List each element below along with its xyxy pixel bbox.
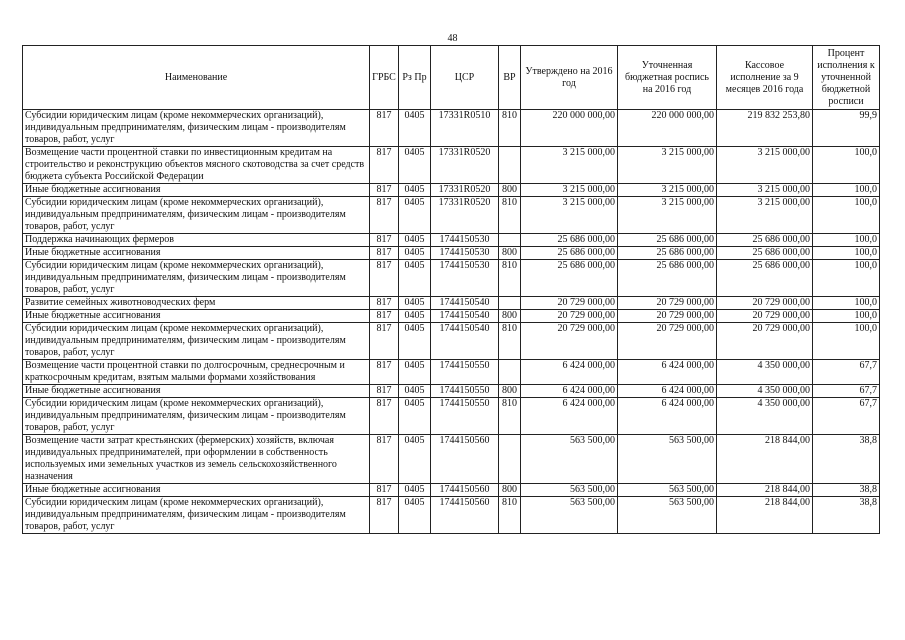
row-name: Возмещение части процентной ставки по долгосрочным, среднесрочным и краткосрочным кредитам, взятым малыми формами хозяйствования <box>23 360 370 385</box>
table-row <box>23 360 880 385</box>
table-row <box>23 197 880 234</box>
table-row <box>23 147 880 184</box>
row-vr: 800 <box>499 385 521 398</box>
row-vr: 810 <box>499 323 521 360</box>
row-approved: 20 729 000,00 <box>521 310 618 323</box>
row-approved: 3 215 000,00 <box>521 184 618 197</box>
row-csr: 1744150550 <box>431 398 499 435</box>
row-percent: 38,8 <box>813 497 880 534</box>
row-percent: 100,0 <box>813 234 880 247</box>
row-refined: 20 729 000,00 <box>618 323 717 360</box>
row-vr <box>499 435 521 484</box>
row-cash: 25 686 000,00 <box>717 234 813 247</box>
col-header-name: Наименование <box>23 46 370 110</box>
table-row <box>23 260 880 297</box>
row-approved: 6 424 000,00 <box>521 398 618 435</box>
row-vr: 800 <box>499 310 521 323</box>
row-csr: 1744150560 <box>431 484 499 497</box>
row-vr: 810 <box>499 197 521 234</box>
row-percent: 99,9 <box>813 110 880 147</box>
page-number: 48 <box>447 33 458 44</box>
row-refined: 3 215 000,00 <box>618 197 717 234</box>
row-approved: 20 729 000,00 <box>521 323 618 360</box>
row-name: Иные бюджетные ассигнования <box>23 184 370 197</box>
row-percent: 100,0 <box>813 260 880 297</box>
row-percent: 100,0 <box>813 197 880 234</box>
budget-table <box>22 45 880 534</box>
row-refined: 220 000 000,00 <box>618 110 717 147</box>
row-name: Субсидии юридическим лицам (кроме некоммерческих организаций), индивидуальным предпринимателям, физическим лицам - производителям товаров, работ, услуг <box>23 197 370 234</box>
row-vr: 810 <box>499 398 521 435</box>
row-refined: 563 500,00 <box>618 435 717 484</box>
row-rzpr: 0405 <box>399 247 431 260</box>
table-row <box>23 497 880 534</box>
row-rzpr: 0405 <box>399 435 431 484</box>
row-refined: 20 729 000,00 <box>618 310 717 323</box>
row-name: Субсидии юридическим лицам (кроме некоммерческих организаций), индивидуальным предпринимателям, физическим лицам - производителям товаров, работ, услуг <box>23 110 370 147</box>
row-refined: 25 686 000,00 <box>618 260 717 297</box>
row-refined: 25 686 000,00 <box>618 234 717 247</box>
row-rzpr: 0405 <box>399 323 431 360</box>
row-csr: 1744150550 <box>431 360 499 385</box>
row-percent: 38,8 <box>813 435 880 484</box>
row-name: Иные бюджетные ассигнования <box>23 310 370 323</box>
row-refined: 563 500,00 <box>618 484 717 497</box>
row-cash: 218 844,00 <box>717 497 813 534</box>
row-rzpr: 0405 <box>399 398 431 435</box>
row-approved: 6 424 000,00 <box>521 385 618 398</box>
row-csr: 1744150540 <box>431 310 499 323</box>
table-row <box>23 398 880 435</box>
row-grbs: 817 <box>370 398 399 435</box>
row-cash: 218 844,00 <box>717 484 813 497</box>
row-cash: 3 215 000,00 <box>717 197 813 234</box>
row-rzpr: 0405 <box>399 147 431 184</box>
table-row <box>23 184 880 197</box>
row-refined: 563 500,00 <box>618 497 717 534</box>
row-percent: 67,7 <box>813 398 880 435</box>
row-percent: 100,0 <box>813 310 880 323</box>
row-grbs: 817 <box>370 310 399 323</box>
row-rzpr: 0405 <box>399 484 431 497</box>
row-csr: 1744150530 <box>431 234 499 247</box>
row-cash: 20 729 000,00 <box>717 310 813 323</box>
table-row <box>23 247 880 260</box>
row-grbs: 817 <box>370 360 399 385</box>
row-csr: 1744150530 <box>431 247 499 260</box>
row-grbs: 817 <box>370 435 399 484</box>
row-cash: 4 350 000,00 <box>717 385 813 398</box>
row-grbs: 817 <box>370 385 399 398</box>
row-name: Иные бюджетные ассигнования <box>23 484 370 497</box>
row-cash: 25 686 000,00 <box>717 260 813 297</box>
row-approved: 3 215 000,00 <box>521 197 618 234</box>
row-csr: 1744150530 <box>431 260 499 297</box>
table-row <box>23 385 880 398</box>
row-cash: 20 729 000,00 <box>717 323 813 360</box>
table-row <box>23 484 880 497</box>
row-rzpr: 0405 <box>399 260 431 297</box>
row-refined: 3 215 000,00 <box>618 147 717 184</box>
row-refined: 6 424 000,00 <box>618 398 717 435</box>
row-refined: 6 424 000,00 <box>618 385 717 398</box>
row-approved: 3 215 000,00 <box>521 147 618 184</box>
row-cash: 4 350 000,00 <box>717 398 813 435</box>
row-rzpr: 0405 <box>399 385 431 398</box>
row-grbs: 817 <box>370 197 399 234</box>
table-row <box>23 310 880 323</box>
row-name: Поддержка начинающих фермеров <box>23 234 370 247</box>
row-rzpr: 0405 <box>399 197 431 234</box>
col-header-grbs: ГРБС <box>370 46 399 110</box>
row-cash: 25 686 000,00 <box>717 247 813 260</box>
row-cash: 219 832 253,80 <box>717 110 813 147</box>
row-grbs: 817 <box>370 147 399 184</box>
row-rzpr: 0405 <box>399 234 431 247</box>
col-header-percent: Процент исполнения к уточненной бюджетной росписи <box>813 46 880 110</box>
row-grbs: 817 <box>370 297 399 310</box>
row-grbs: 817 <box>370 234 399 247</box>
row-vr: 810 <box>499 110 521 147</box>
row-name: Субсидии юридическим лицам (кроме некоммерческих организаций), индивидуальным предпринимателям, физическим лицам - производителям товаров, работ, услуг <box>23 398 370 435</box>
col-header-cash: Кассовое исполнение за 9 месяцев 2016 года <box>717 46 813 110</box>
row-csr: 17331R0520 <box>431 197 499 234</box>
table-row <box>23 323 880 360</box>
row-cash: 3 215 000,00 <box>717 147 813 184</box>
row-approved: 563 500,00 <box>521 484 618 497</box>
row-name: Иные бюджетные ассигнования <box>23 247 370 260</box>
row-csr: 17331R0520 <box>431 147 499 184</box>
row-percent: 100,0 <box>813 297 880 310</box>
row-rzpr: 0405 <box>399 110 431 147</box>
row-vr <box>499 147 521 184</box>
row-approved: 220 000 000,00 <box>521 110 618 147</box>
row-vr <box>499 360 521 385</box>
row-name: Возмещение части процентной ставки по инвестиционным кредитам на строительство и реконструкцию объектов мясного скотоводства за счет средств бюджета субъекта Российской Федерации <box>23 147 370 184</box>
row-grbs: 817 <box>370 484 399 497</box>
row-percent: 67,7 <box>813 360 880 385</box>
row-name: Субсидии юридическим лицам (кроме некоммерческих организаций), индивидуальным предпринимателям, физическим лицам - производителям товаров, работ, услуг <box>23 323 370 360</box>
row-vr <box>499 297 521 310</box>
row-rzpr: 0405 <box>399 497 431 534</box>
row-cash: 3 215 000,00 <box>717 184 813 197</box>
row-approved: 25 686 000,00 <box>521 247 618 260</box>
table-row <box>23 435 880 484</box>
row-cash: 4 350 000,00 <box>717 360 813 385</box>
row-percent: 100,0 <box>813 147 880 184</box>
table-row <box>23 110 880 147</box>
row-approved: 20 729 000,00 <box>521 297 618 310</box>
row-grbs: 817 <box>370 497 399 534</box>
row-csr: 1744150540 <box>431 323 499 360</box>
row-grbs: 817 <box>370 184 399 197</box>
row-csr: 17331R0510 <box>431 110 499 147</box>
row-percent: 100,0 <box>813 184 880 197</box>
row-vr: 810 <box>499 260 521 297</box>
table-row <box>23 297 880 310</box>
row-vr: 800 <box>499 184 521 197</box>
row-rzpr: 0405 <box>399 360 431 385</box>
row-csr: 1744150560 <box>431 497 499 534</box>
row-rzpr: 0405 <box>399 297 431 310</box>
row-csr: 17331R0520 <box>431 184 499 197</box>
row-grbs: 817 <box>370 247 399 260</box>
row-percent: 100,0 <box>813 247 880 260</box>
row-vr: 810 <box>499 497 521 534</box>
row-name: Возмещение части затрат крестьянских (фермерских) хозяйств, включая индивидуальных предпринимателей, при оформлении в собственность используемых ими земельных участков из земель сельскохозяйственного назначения <box>23 435 370 484</box>
row-grbs: 817 <box>370 260 399 297</box>
row-vr <box>499 234 521 247</box>
row-approved: 563 500,00 <box>521 435 618 484</box>
row-vr: 800 <box>499 484 521 497</box>
col-header-rzpr: Рз Пр <box>399 46 431 110</box>
row-csr: 1744150540 <box>431 297 499 310</box>
row-grbs: 817 <box>370 323 399 360</box>
row-rzpr: 0405 <box>399 184 431 197</box>
row-refined: 20 729 000,00 <box>618 297 717 310</box>
row-percent: 38,8 <box>813 484 880 497</box>
row-refined: 3 215 000,00 <box>618 184 717 197</box>
row-csr: 1744150550 <box>431 385 499 398</box>
row-refined: 6 424 000,00 <box>618 360 717 385</box>
row-approved: 25 686 000,00 <box>521 234 618 247</box>
row-csr: 1744150560 <box>431 435 499 484</box>
row-approved: 563 500,00 <box>521 497 618 534</box>
row-name: Субсидии юридическим лицам (кроме некоммерческих организаций), индивидуальным предпринимателям, физическим лицам - производителям товаров, работ, услуг <box>23 260 370 297</box>
col-header-csr: ЦСР <box>431 46 499 110</box>
row-name: Развитие семейных животноводческих ферм <box>23 297 370 310</box>
col-header-approved: Утверждено на 2016 год <box>521 46 618 110</box>
row-cash: 20 729 000,00 <box>717 297 813 310</box>
row-percent: 67,7 <box>813 385 880 398</box>
table-header-row <box>23 46 880 110</box>
col-header-vr: ВР <box>499 46 521 110</box>
row-grbs: 817 <box>370 110 399 147</box>
table-row <box>23 234 880 247</box>
row-name: Иные бюджетные ассигнования <box>23 385 370 398</box>
row-refined: 25 686 000,00 <box>618 247 717 260</box>
row-approved: 25 686 000,00 <box>521 260 618 297</box>
row-rzpr: 0405 <box>399 310 431 323</box>
row-vr: 800 <box>499 247 521 260</box>
row-cash: 218 844,00 <box>717 435 813 484</box>
row-name: Субсидии юридическим лицам (кроме некоммерческих организаций), индивидуальным предпринимателям, физическим лицам - производителям товаров, работ, услуг <box>23 497 370 534</box>
row-approved: 6 424 000,00 <box>521 360 618 385</box>
col-header-refined: Уточненная бюджетная роспись на 2016 год <box>618 46 717 110</box>
row-percent: 100,0 <box>813 323 880 360</box>
